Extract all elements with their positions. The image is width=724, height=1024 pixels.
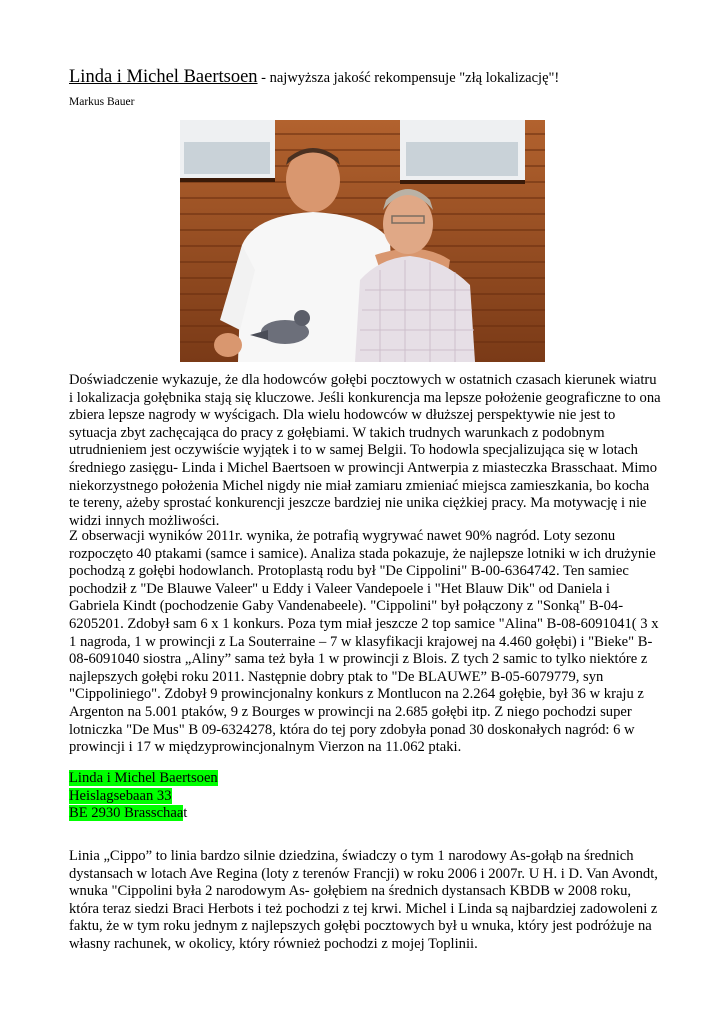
address-block: [69, 770, 218, 823]
article-author: Markus Bauer: [69, 96, 135, 108]
photo-breeders-with-pigeon: [180, 120, 545, 362]
address-city: BE 2930 Brasschaa: [69, 805, 184, 822]
title-line: [69, 66, 669, 89]
article-title: Linda i Michel Baertsoen: [69, 67, 258, 87]
paragraph-lineage: Linia „Cippo” to linia bardzo silnie dziedzina, świadczy o tym 1 narodowy As-gołąb na średnich dystansach w lotach Ave Regina (loty z terenów Francji) w roku 2006 i 2007r. U H. i D. Van Avondt, wnuka "Cippolini była 2 narodowym As- gołębiem na średnich dystansach KBDB w 2008 roku, która teraz siedzi Braci Herbots i też pochodzi z tej krwi. Michel i Linda są najbardziej zadowoleni z faktu, że w tym roku jednym z najlepszych gołębi pocztowych był u wnuka, który jest podróżuje na własny rachunek, w okolicy, który również pochodzi z mojej Toplinii.: [69, 848, 658, 952]
address-name: Linda i Michel Baertsoen: [69, 770, 218, 786]
article-subtitle: - najwyższa jakość rekompensuje "złą lokalizację"!: [257, 70, 560, 86]
document-page: [69, 66, 669, 952]
address-city-tail: t: [183, 805, 188, 822]
paragraph-intro: Doświadczenie wykazuje, że dla hodowców gołębi pocztowych w ostatnich czasach kierunek wiatru i lokalizacja gołębnika stają się kluczowe. Jeśli konkurencja ma lepsze położenie geograficzne to ona zbiera lepsze nagrody w wyścigach. Dla wielu hodowców w dłuższej perspektywie nie jest to sytuacja zbyt zachęcająca do pracy z gołębiami. W takich trudnych warunkach z podobnym utrudnieniem jest oczywiście wyjątek i to w samej Belgii. To hodowla specjalizująca się w lotach średniego zasięgu- Linda i Michel Baertsoen w prowincji Antwerpia z miasteczka Brasschaat. Mimo niekorzystnego położenia Michel nigdy nie miał zamiaru zmieniać miejsca zamieszkania, bo kocha te tereny, ażeby sprostać konkurencji jeszcze bardziej nie unika ciężkiej pracy. Ma motywację i nie widzi innych możliwości.: [69, 372, 661, 529]
address-street: Heislagsebaan 33: [69, 787, 172, 804]
paragraph-results: Z obserwacji wyników 2011r. wynika, że potrafią wygrywać nawet 90% nagród. Loty sezonu rozpoczęto 40 ptakami (samce i samice). Analiza stada pokazuje, że najlepsze lotniki w ich drużynie pochodzą z gołębi hodowlanch. Protoplastą rodu był "De Cippolini" B-00-6364742. Ten samiec pochodził z "De Blauwe Valeer" u Eddy i Valeer Vandepoele i "Het Blauw Dik" od Daniela i Gabriela Kindt (pochodzenie Gaby Vandenabeele). "Cippolini" był połączony z "Sonką" B-04-6205201. Zdobył sam 6 x 1 konkurs. Poza tym miał jeszcze 2 top samice "Alina" B-08-6091041( 3 x 1 nagroda, 1 w prowincji z La Souterraine – 7 w klasyfikacji krajowej na 4.460 gołębi) i "Bieke" B-08-6091040 siostra „Aliny” sama też była 1 w prowincji z Blois. Z tych 2 samic to tylko niektóre z najlepszych gołębi roku 2011. Następnie dobry ptak to "De BLAUWE” B-05-6079779, syn "Cippoliniego". Zdobył 9 prowincjonalny konkurs z Montlucon na 2.264 gołębie, był 36 w kraju z Argenton na 5.001 ptaków, 9 z Bourges w prowincji na 2.685 gołębi itp. Z niego pochodzi super lotniczka "De Mus" B 09-6324278, która do tej pory zdobyła ponad 30 doskonałych nagród: 6 w prowincji i 17 w międzyprowincjonalnym Vierzon na 11.062 ptaki.: [69, 528, 659, 756]
